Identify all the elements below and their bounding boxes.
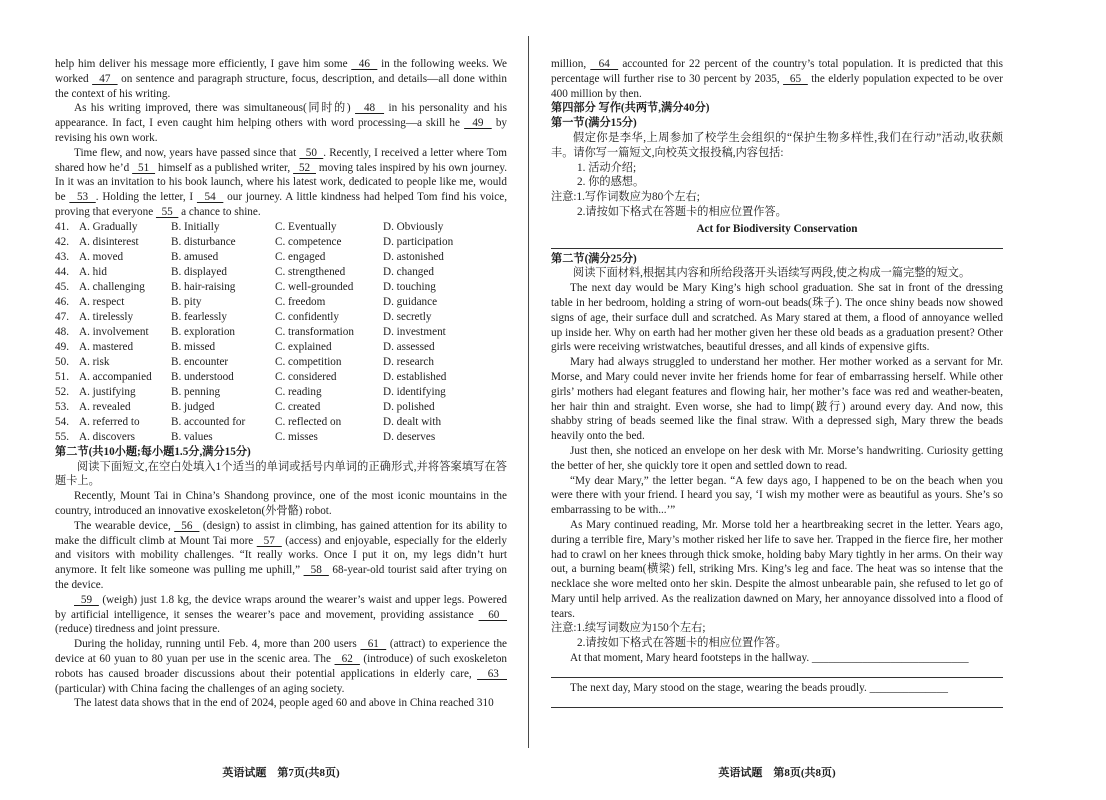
option-d: D. astonished [383, 250, 444, 263]
option-b: B. accounted for [171, 415, 246, 428]
section2-heading: 第二节(满分25分) [551, 252, 637, 265]
gapfill-paragraph: 59 (weigh) just 1.8 kg, the device wraps around the wearer’s waist and upper legs. Powered by artificial intelligence, it senses the wearer’s pace and movement, providing assistance 60 (reduce) tiredness and joint pressure. [55, 593, 508, 636]
option-c: C. explained [275, 340, 332, 353]
option-c: C. reflected on [275, 415, 342, 428]
option-b: B. fearlessly [171, 310, 227, 323]
option-number: 54. [55, 415, 69, 428]
option-a: A. moved [79, 250, 124, 263]
part4-heading: 第四部分 写作(共两节,满分40分) [551, 102, 710, 115]
option-number: 43. [55, 250, 69, 263]
options-table [55, 220, 507, 445]
page-8-column [551, 57, 1003, 711]
option-a: A. hid [79, 265, 107, 278]
option-c: C. considered [275, 370, 337, 383]
option-a: A. challenging [79, 280, 145, 293]
option-b: B. hair-raising [171, 280, 236, 293]
cloze-blank: 50 [299, 146, 324, 159]
option-row [55, 295, 507, 310]
cloze-blank: 60 [478, 608, 508, 621]
option-row [55, 385, 507, 400]
cloze-blank: 58 [303, 564, 329, 577]
option-a: A. discovers [79, 430, 135, 443]
page-footer: 英语试题 第7页(共8页) [222, 767, 340, 779]
option-a: A. disinterest [79, 235, 139, 248]
section1-heading: 第一节(满分15分) [551, 117, 637, 130]
gapfill-paragraph: The wearable device, 56 (design) to assist in climbing, has gained attention for its ability to make the difficult climb at Mount Tai more 57 (access) and enjoyable, especially for the elderly and visitors with mobility challenges. “It really works. Once I put it on, my legs didn’t hurt anymore. It felt like someone was pulling me uphill,” 58 68-year-old tourist said after trying on the device. [55, 519, 508, 591]
option-row [55, 310, 507, 325]
option-c: C. Eventually [275, 220, 337, 233]
option-row [55, 355, 507, 370]
option-row [55, 265, 507, 280]
story-paragraph: As Mary continued reading, Mr. Morse told her a heartbreaking secret in the letter. Years ago, during a terrible fire, Mary’s mother risked her life to save her. Trapped in the fierce fire, her mother had to crawl on her knees through thick smoke, holding baby Mary tightly in her arms. On their way out, a burning beam(横梁) fell, striking Mrs. King’s leg and face. The heat was so intense that the necklace she wore melted onto her skin. Despite the almost unbearable pain, she refused to let go of Mary until help arrived. As the realization dawned on Mary, her annoyance dissolved into a flood of tears. [551, 518, 1003, 620]
option-a: A. referred to [79, 415, 140, 428]
answer-line [551, 707, 1003, 708]
option-d: D. deserves [383, 430, 436, 443]
option-d: D. dealt with [383, 415, 442, 428]
option-d: D. participation [383, 235, 454, 248]
gapfill-paragraph: The latest data shows that in the end of 2024, people aged 60 and above in China reached 310 [74, 697, 494, 710]
option-c: C. engaged [275, 250, 326, 263]
option-d: D. research [383, 355, 434, 368]
essay-title: Act for Biodiversity Conservation [696, 222, 858, 235]
option-b: B. understood [171, 370, 234, 383]
task-point: 2. 你的感想。 [577, 176, 645, 189]
cloze-paragraph: As his writing improved, there was simultaneous(同时的) 48 in his personality and his appearance. In fact, I even caught him helping others with word processing—a skill he 49 by revising his own work. [55, 102, 508, 144]
continuation-instructions: 阅读下面材料,根据其内容和所给段落开头语续写两段,使之构成一篇完整的短文。 [573, 267, 971, 280]
cloze-blank: 48 [355, 102, 385, 115]
option-row [55, 280, 507, 295]
option-c: C. competence [275, 235, 342, 248]
cloze-blank: 61 [360, 638, 387, 651]
option-row [55, 430, 507, 445]
option-a: A. Gradually [79, 220, 138, 233]
option-d: D. touching [383, 280, 436, 293]
option-c: C. well-grounded [275, 280, 354, 293]
option-row [55, 340, 507, 355]
section-heading: 第二节(共10小题;每小题1.5分,满分15分) [55, 445, 251, 458]
option-number: 53. [55, 400, 69, 413]
option-d: D. assessed [383, 340, 435, 353]
option-b: B. amused [171, 250, 219, 263]
option-a: A. respect [79, 295, 125, 308]
option-b: B. displayed [171, 265, 227, 278]
option-number: 45. [55, 280, 69, 293]
option-a: A. justifying [79, 385, 136, 398]
option-a: A. risk [79, 355, 110, 368]
option-row [55, 415, 507, 430]
page-footer: 英语试题 第8页(共8页) [718, 767, 836, 779]
story-paragraph: Mary had always struggled to understand her mother. Her mother worked as a servant for Mr. Morse, and Mary could never invite her friends home for fear of embarrassing herself. While other girls’ mothers had elegant features and flowing hair, her mother’s face was red and weather-beaten, her hair thin and straight. Even worse, she had to limp(跛行) around every day. And now, this shabby string of beads seemed like the final straw. With a depressed sigh, Mary threw the beads heavily onto the bed. [551, 356, 1003, 443]
option-b: B. values [171, 430, 213, 443]
notes-line: 2.请按如下格式在答题卡的相应位置作答。 [577, 205, 787, 218]
cloze-blank: 54 [196, 191, 224, 204]
cloze-blank: 64 [590, 58, 619, 70]
option-row [55, 325, 507, 340]
option-d: D. guidance [383, 295, 438, 308]
option-d: D. established [383, 370, 447, 383]
answer-line [551, 248, 1003, 249]
story-paragraph: Just then, she noticed an envelope on her desk with Mr. Morse’s handwriting. Curiosity getting the better of her, she quickly tore it open and settled down to read. [551, 444, 1003, 472]
option-a: A. accompanied [79, 370, 152, 383]
cloze-blank: 52 [293, 161, 316, 174]
option-row [55, 400, 507, 415]
option-b: B. encounter [171, 355, 229, 368]
column-divider [528, 36, 529, 748]
option-b: B. missed [171, 340, 216, 353]
cloze-blank: 56 [174, 519, 200, 532]
notes-line: 注意:1.写作词数应为80个左右; [551, 191, 700, 204]
cloze-paragraph: help him deliver his message more efficiently, I gave him some 46 in the following weeks. We worked 47 on sentence and paragraph structure, focus, description, and details—all done within the context of his writing. [55, 58, 507, 100]
option-c: C. created [275, 400, 321, 413]
option-a: A. revealed [79, 400, 131, 413]
option-a: A. involvement [79, 325, 149, 338]
option-d: D. secretly [383, 310, 432, 323]
option-number: 48. [55, 325, 69, 338]
cloze-paragraph: Time flew, and now, years have passed since that 50 . Recently, I received a letter where Tom shared how he’d 51 himself as a published writer, 52 moving tales inspired by his own journey. In it was an invitation to his book launch, where his latest work, dedicated to people like me, would be 53 . Holding the letter, I 54 our journey. A little kindness had helped Tom find his voice, proving that everyone 55 a chance to shine. [55, 146, 508, 218]
option-row [55, 250, 507, 265]
page-7-column [55, 57, 507, 711]
notes-line: 注意:1.续写词数应为150个左右; [551, 622, 706, 635]
continuation-prompt: The next day, Mary stood on the stage, wearing the beads proudly. ______________ [570, 681, 948, 694]
option-c: C. transformation [275, 325, 354, 338]
option-number: 51. [55, 370, 69, 383]
cloze-blank: 53 [69, 191, 96, 204]
option-number: 55. [55, 430, 69, 443]
option-row [55, 370, 507, 385]
option-number: 42. [55, 235, 69, 248]
option-d: D. changed [383, 265, 434, 278]
section-instructions: 阅读下面短文,在空白处填入1个适当的单词或括号内单词的正确形式,并将答案填写在答题卡上。 [55, 460, 507, 488]
option-a: A. mastered [79, 340, 134, 353]
option-b: B. Initially [171, 220, 220, 233]
option-number: 46. [55, 295, 69, 308]
gapfill-paragraph: million, 64 accounted for 22 percent of the country’s total population. It is predicted that this percentage will further rise to 30 percent by 2035, 65 the elderly population expected to be over 400 million by then. [551, 58, 1004, 100]
cloze-blank: 55 [155, 205, 179, 218]
option-row [55, 235, 507, 250]
answer-line [551, 677, 1003, 678]
cloze-blank: 59 [74, 593, 99, 606]
cloze-blank: 65 [783, 72, 808, 85]
option-a: A. tirelessly [79, 310, 134, 323]
option-c: C. freedom [275, 295, 326, 308]
cloze-blank: 62 [334, 652, 360, 665]
option-number: 47. [55, 310, 69, 323]
option-c: C. competition [275, 355, 342, 368]
option-c: C. reading [275, 385, 322, 398]
option-d: D. polished [383, 400, 435, 413]
option-c: C. misses [275, 430, 318, 443]
option-number: 44. [55, 265, 69, 278]
task-point: 1. 活动介绍; [577, 161, 637, 174]
option-b: B. disturbance [171, 235, 236, 248]
option-d: D. investment [383, 325, 446, 338]
cloze-blank: 63 [477, 667, 507, 680]
continuation-prompt: At that moment, Mary heard footsteps in the hallway. ____________________________ [570, 652, 969, 665]
story-paragraph: “My dear Mary,” the letter began. “A few days ago, I happened to be on the beach when you were there with your friend. I heard you say, ‘I wish my mother were as beautiful as yours. She’s so embarrassing to be with...’” [551, 474, 1003, 517]
option-number: 50. [55, 355, 69, 368]
option-b: B. judged [171, 400, 215, 413]
option-number: 41. [55, 220, 69, 233]
writing-task-intro: 假定你是李华,上周参加了校学生会组织的“保护生物多样性,我们在行动”活动,收获颇丰。请你写一篇短文,向校英文报投稿,内容包括: [551, 131, 1003, 159]
option-row [55, 220, 507, 235]
notes-line: 2.请按如下格式在答题卡的相应位置作答。 [577, 637, 787, 650]
cloze-blank: 49 [464, 117, 492, 130]
option-c: C. strengthened [275, 265, 346, 278]
option-number: 49. [55, 340, 69, 353]
option-b: B. pity [171, 295, 202, 308]
gapfill-paragraph: During the holiday, running until Feb. 4, more than 200 users 61 (attract) to experience the device at 60 yuan to 80 yuan per use in the scenic area. The 62 (introduce) of such exoskeleton robots has caused broader discussions about their potential applications in elderly care, 63 (particular) with China facing the challenges of an aging society. [55, 638, 508, 695]
option-b: B. exploration [171, 325, 236, 338]
cloze-blank: 57 [256, 534, 282, 547]
option-number: 52. [55, 385, 69, 398]
cloze-blank: 46 [351, 58, 378, 70]
option-c: C. confidently [275, 310, 340, 323]
story-paragraph: The next day would be Mary King’s high school graduation. She sat in front of the dressing table in her bedroom, holding a string of worn-out beads(珠子). The once shiny beads now showed signs of age, their surface dull and scratched. As Mary stared at them, a flood of annoyance welled up inside her. Why on earth had her mother given her these old beads as a graduation present? Other girls were receiving wristwatches, beautiful dresses, and all kinds of expensive gifts. [551, 282, 1003, 354]
cloze-blank: 51 [132, 161, 156, 174]
cloze-blank: 47 [92, 72, 118, 85]
option-d: D. identifying [383, 385, 446, 398]
gapfill-paragraph: Recently, Mount Tai in China’s Shandong province, one of the most iconic mountains in the country, introduced an innovative exoskeleton(外骨骼) robot. [55, 490, 507, 517]
option-b: B. penning [171, 385, 221, 398]
option-d: D. Obviously [383, 220, 444, 233]
